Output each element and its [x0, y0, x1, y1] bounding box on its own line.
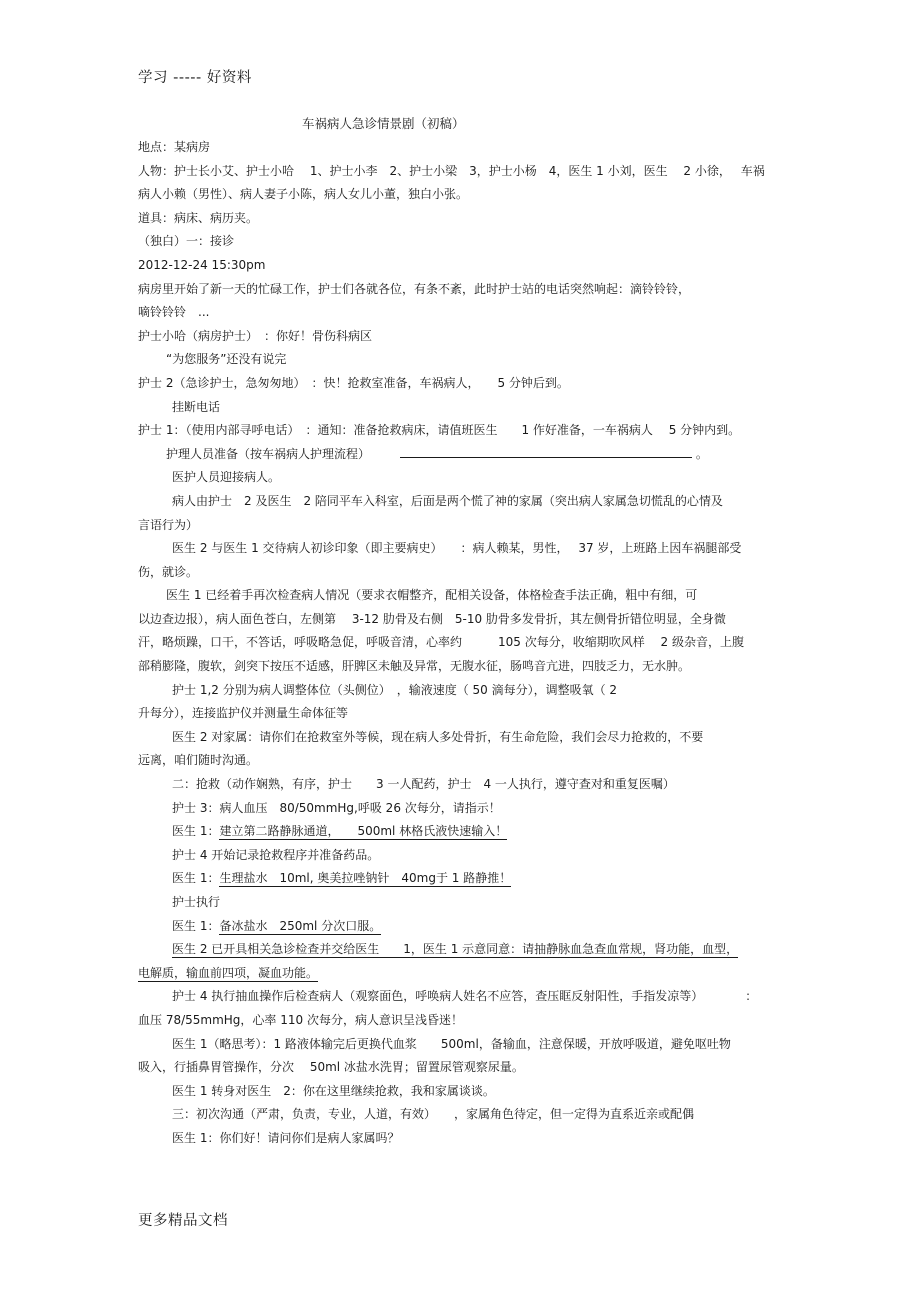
- text-line: 2012-12-24 15:30pm: [138, 257, 266, 272]
- text-line: “为您服务”还没有说完: [166, 352, 287, 367]
- text-line: 医生 2 与医生 1 交待病人初诊印象（即主要病史） ：病人赖某，男性， 37 岁，上班路上因车祸腿部受: [172, 541, 742, 556]
- text-line: [138, 867, 788, 891]
- text-line: 医生 1：你们好！请问你们是病人家属吗？: [172, 1130, 400, 1145]
- text-line: （独白）一：接诊: [138, 234, 235, 249]
- text-line: 以边查边报），病人面色苍白，左侧第 3-12 肋骨及右侧 5-10 肋骨多发骨折，其左侧骨折错位明显，全身微: [138, 611, 726, 626]
- text-line: 伤，就诊。: [138, 564, 199, 579]
- text-line: 护理人员准备（按车祸病人护理流程） 。: [138, 443, 788, 467]
- page-footer: 更多精品文档: [138, 1213, 228, 1229]
- text-line: 医护人员迎接病人。: [172, 470, 281, 485]
- text-line: 二：抢救（动作娴熟，有序，护士 3 一人配药，护士 4 一人执行，遵守查对和重复医嘱）: [172, 777, 675, 792]
- underlined-order: 电解质，输血前四项，凝血功能。: [138, 965, 319, 980]
- text-line: 病人由护士 2 及医生 2 陪同平车入科室，后面是两个慌了神的家属（突出病人家属急切慌乱的心情及: [172, 493, 723, 508]
- underlined-order: 生理盐水 10ml, 奥美拉唑钠针 40mg于 1 路静推！: [219, 871, 512, 886]
- text-segment: 护理人员准备（按车祸病人护理流程）: [166, 446, 371, 461]
- text-line: [138, 962, 788, 986]
- text-line: 吸入，行插鼻胃管操作，分次 50ml 冰盐水洗胃；留置尿管观察尿量。: [138, 1060, 524, 1075]
- text-line: 部稍膨隆，腹软，剑突下按压不适感，肝脾区未触及异常，无腹水征，肠鸣音亢进，四肢乏力，无水肿。: [138, 659, 691, 674]
- text-line: 护士 1,2 分别为病人调整体位（头侧位） ，输液速度（ 50 滴每分），调整吸氧（ 2: [172, 682, 618, 697]
- speaker-label: 医生 1：: [172, 918, 220, 933]
- text-line: 三：初次沟通（严肃，负责，专业，人道，有效） ，家属角色待定，但一定得为直系近亲或配偶: [172, 1107, 695, 1122]
- text-line: 护士小哈（病房护士） ：你好！骨伤科病区: [138, 328, 373, 343]
- text-line: 医生 1 转身对医生 2：你在这里继续抢救，我和家属谈谈。: [172, 1083, 495, 1098]
- text-line: 护士执行: [172, 895, 221, 909]
- document-title: 车祸病人急诊情景剧（初稿）: [302, 116, 465, 131]
- text-line: 护士 2（急诊护士，急匆匆地） ：快！抢救室准备，车祸病人， 5 分钟后到。: [138, 375, 569, 390]
- speaker-label: 医生 1：: [172, 871, 220, 886]
- blank-underline: [400, 443, 692, 458]
- underlined-order: 备冰盐水 250ml 分次口服。: [219, 918, 382, 933]
- underlined-order: 医生 2 已开具相关急诊检查并交给医生 1，医生 1 示意同意：请抽静脉血急查血常规，肾功能，血型，: [172, 942, 739, 957]
- text-line: 道具：病床、病历夹。: [138, 210, 259, 225]
- text-line: 地点：某病房: [138, 140, 211, 154]
- text-line: 血压 78/55mmHg，心率 110 次每分，病人意识呈浅昏迷！: [138, 1012, 463, 1027]
- text-line: [138, 820, 788, 844]
- text-line: 言语行为）: [138, 517, 199, 532]
- text-line: 挂断电话: [172, 399, 221, 414]
- text-line: [138, 938, 788, 962]
- text-line: 汗，略烦躁，口干，不答话，呼吸略急促，呼吸音清，心率约 105 次每分，收缩期吹风样 2 级杂音，上腹: [138, 635, 744, 650]
- text-line: 护士 3：病人血压 80/50mmHg,呼吸 26 次每分，请指示！: [172, 800, 501, 815]
- text-line: [138, 915, 788, 939]
- underlined-order: 建立第二路静脉通道， 500ml 林格氏液快速输入！: [219, 824, 508, 839]
- text-line: 人物：护士长小艾、护士小哈 1、护士小李 2、护士小梁 3，护士小杨 4，医生 1 小刘，医生 2 小徐， 车祸: [138, 163, 765, 178]
- text-line: 护士 4 执行抽血操作后检查病人（观察面色，呼唤病人姓名不应答，查压眶反射阳性，手指发凉等） ：: [172, 989, 758, 1004]
- text-line: 病房里开始了新一天的忙碌工作，护士们各就各位，有条不紊，此时护士站的电话突然响起：滴铃铃铃，: [138, 281, 691, 296]
- page-header: 学习 ----- 好资料: [138, 70, 252, 86]
- text-line: 护士 1：（使用内部寻呼电话） ：通知：准备抢救病床，请值班医生 1 作好准备，一车祸病人 5 分钟内到。: [138, 423, 741, 438]
- text-line: 医生 1（略思考）：1 路液体输完后更换代血浆 500ml，备输血，注意保暖，开放呼吸道，避免呕吐物: [172, 1036, 731, 1051]
- text-line: 嘀铃铃铃 ...: [138, 305, 210, 320]
- document-body: [138, 136, 788, 1151]
- text-line: 病人小赖（男性）、病人妻子小陈，病人女儿小董，独白小张。: [138, 187, 469, 202]
- text-line: 远离，咱们随时沟通。: [138, 753, 259, 768]
- text-line: 医生 2 对家属：请你们在抢救室外等候，现在病人多处骨折，有生命危险，我们会尽力抢救的，不要: [172, 729, 704, 744]
- speaker-label: 医生 1：: [172, 824, 220, 839]
- text-line: 升每分），连接监护仪并测量生命体征等: [138, 706, 349, 721]
- text-line: 护士 4 开始记录抢救程序并准备药品。: [172, 847, 380, 862]
- text-line: 医生 1 已经着手再次检查病人情况（要求衣帽整齐，配相关设备，体格检查手法正确，粗中有细，可: [166, 588, 698, 603]
